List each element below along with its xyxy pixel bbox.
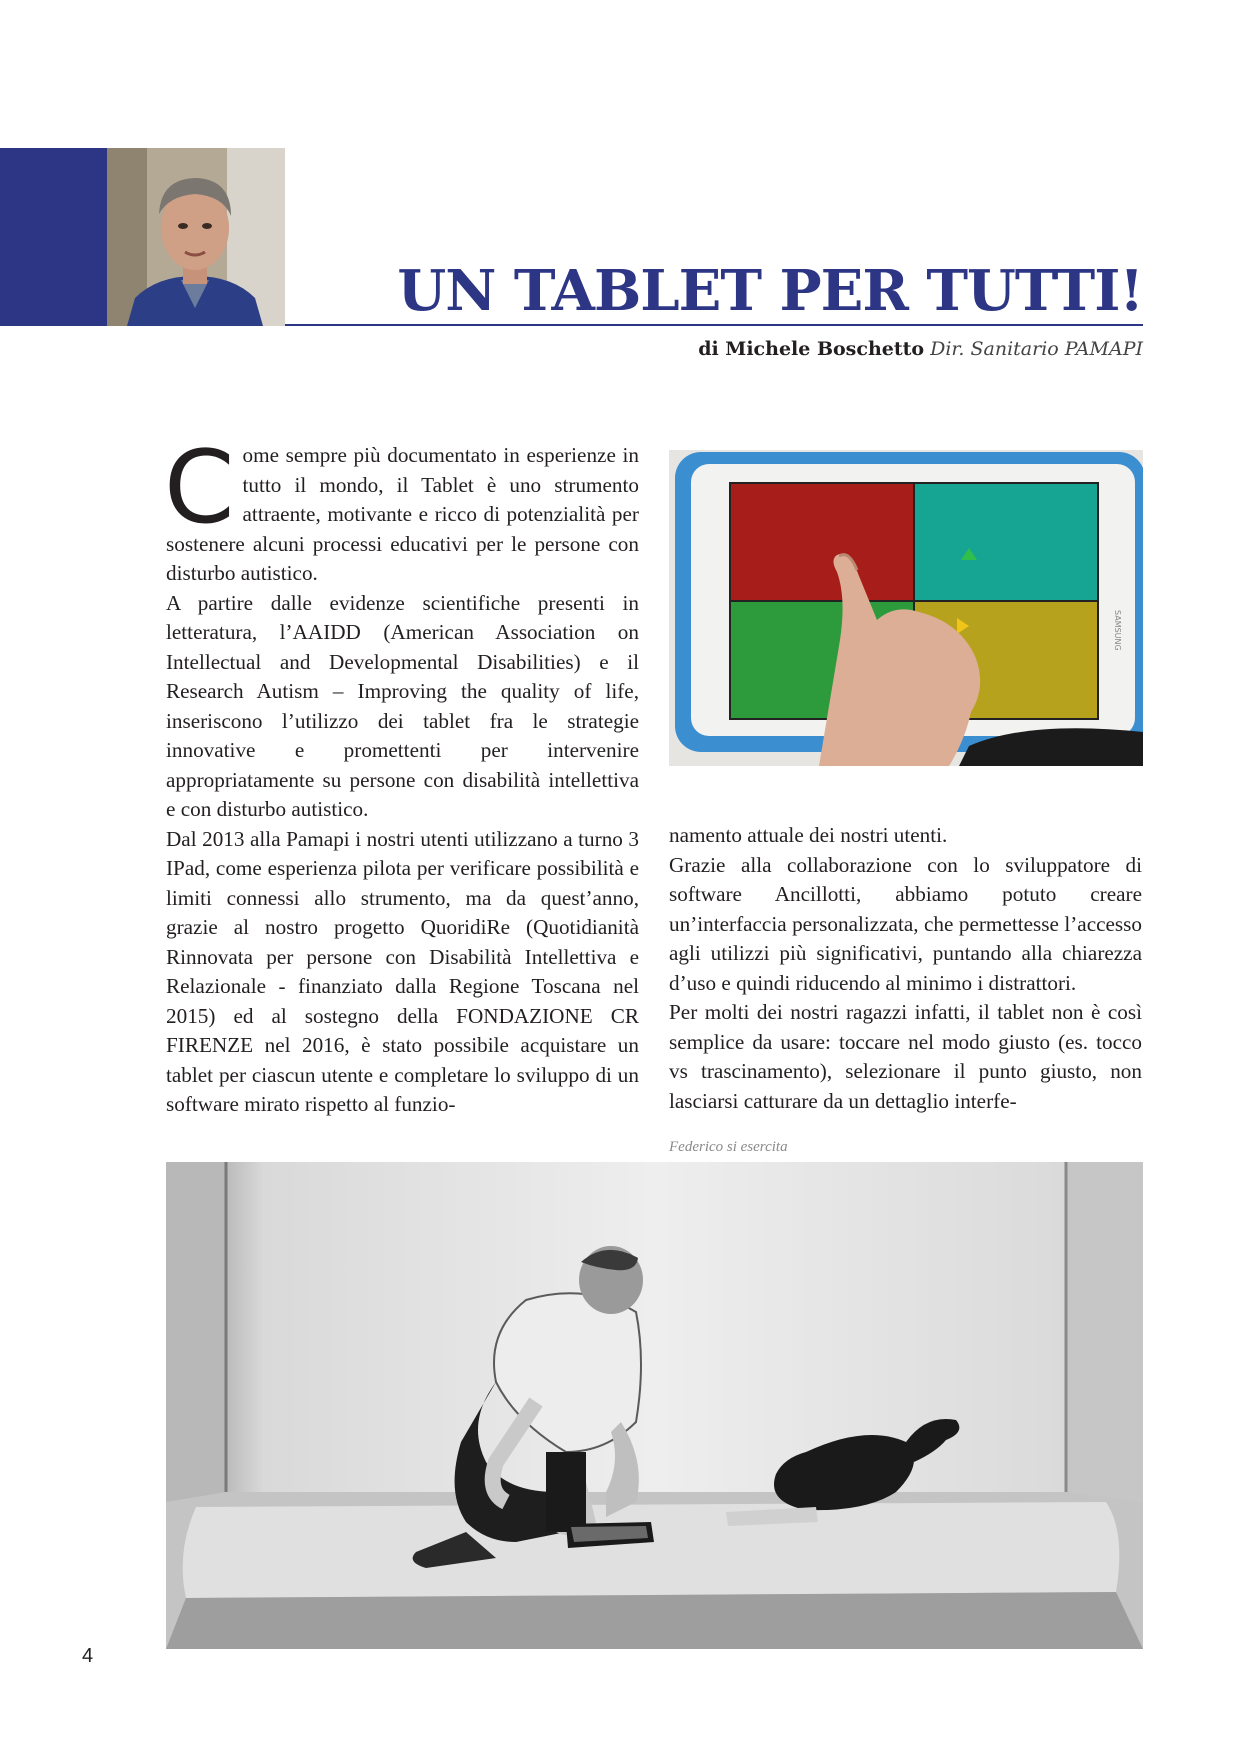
header-color-band	[0, 148, 110, 326]
page-number: 4	[82, 1645, 94, 1667]
article-title: UN TABLET PER TUTTI!	[397, 258, 1143, 324]
byline-author: di Michele Boschetto	[698, 338, 925, 360]
drop-cap: C	[164, 428, 235, 546]
author-portrait	[107, 148, 285, 326]
paragraph: namento attuale dei nostri utenti.	[669, 823, 948, 847]
text-column-right	[669, 821, 1142, 1116]
tile-teal	[915, 484, 1097, 600]
paragraph	[164, 428, 639, 589]
tablet-brand: SAMSUNG	[1113, 610, 1122, 651]
paragraph: Grazie alla collaborazione con lo sviluppatore di software Ancillotti, abbiamo potuto creare un’interfaccia personalizzata, che permettesse l’accesso agli utilizzi più significativi, puntando alla chiarezza d’uso e quindi riducendo al minimo i distrattori.	[669, 852, 1142, 995]
paragraph: A partire dalle evidenze scientifiche presenti in letteratura, l’AAIDD (American Association on Intellectual and Developmental Disabilities) e il Research Autism – Improving the quality of life, inseriscono l’utilizzo dei tablet fra le strategie innovative e promettenti per intervenire appropriatamente su persone con disabilità intellettiva e con disturbo autistico.	[166, 590, 639, 821]
photo-caption: Federico si esercita	[669, 1139, 788, 1155]
byline	[698, 338, 1143, 360]
tablet-photo	[669, 450, 1143, 766]
title-underline	[285, 324, 1143, 326]
byline-role: Dir. Sanitario PAMAPI	[930, 338, 1143, 360]
paragraph: Per molti dei nostri ragazzi infatti, il tablet non è così semplice da usare: toccare nel modo giusto (es. tocco vs trascinamento), selezionare il punto giusto, non lasciarsi catturare da un dettaglio interfe-	[669, 1000, 1142, 1113]
floor-photo	[166, 1162, 1143, 1649]
paragraph-text: ome sempre più documentato in esperienze in tutto il mondo, il Tablet è uno strumento attraente, motivante e ricco di potenzialità per sostenere alcuni processi educativi per le persone con disturbo autistico.	[166, 443, 639, 585]
text-column-left	[164, 428, 639, 1120]
paragraph: Dal 2013 alla Pamapi i nostri utenti utilizzano a turno 3 IPad, come esperienza pilota per verificare possibilità e limiti connessi allo strumento, ma da quest’anno, grazie al nostro progetto QuoridiRe (Quotidianità Rinnovata per persone con Disabilità Intellettiva e Relazionale - finanziato dalla Regione Toscana nel 2015) ed al sostegno della FONDAZIONE CR FIRENZE nel 2016, è stato possibile acquistare un tablet per ciascun utente e completare lo sviluppo di un software mirato rispetto al funzio-	[166, 826, 639, 1116]
tile-red	[731, 484, 913, 600]
